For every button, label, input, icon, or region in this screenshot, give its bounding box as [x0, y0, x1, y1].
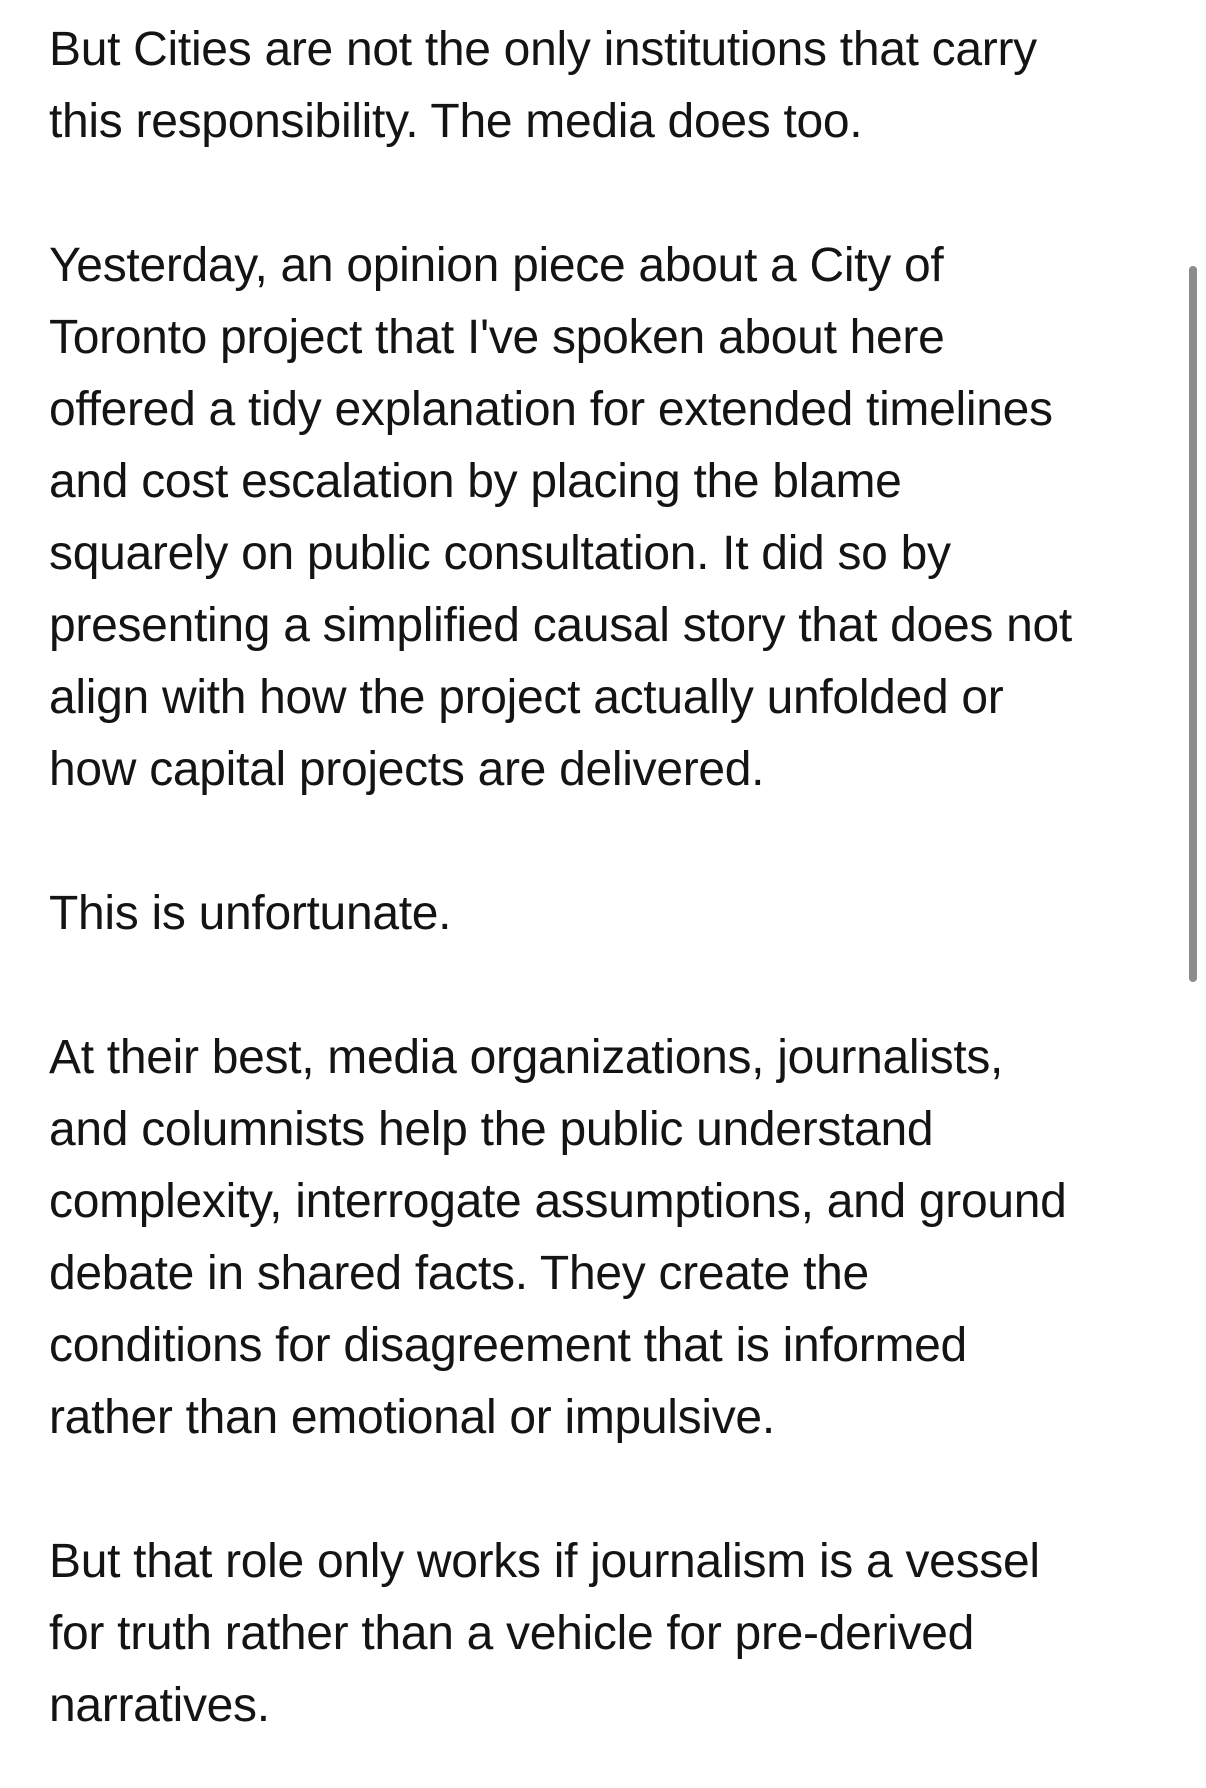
scrollbar-thumb[interactable]	[1189, 266, 1197, 982]
paragraph-journalism-role: But that role only works if journalism is a vessel for truth rather than a vehicle for pre-derived narratives.	[49, 1535, 1040, 1732]
paragraph-opinion-piece: Yesterday, an opinion piece about a City of Toronto project that I've spoken about here offered a tidy explanation for extended timelines and cost escalation by placing the blame squarely on public consultation. It did so by presenting a simplified causal story that does not align with how the project actually unfolded or how capital projects are delivered.	[49, 239, 1072, 796]
paragraph-media-at-best: At their best, media organizations, journalists, and columnists help the public understand complexity, interrogate assumptions, and ground debate in shared facts. They create the conditions for disagreement that is informed rather than emotional or impulsive.	[49, 1031, 1067, 1444]
paragraph-media-responsibility: But Cities are not the only institutions that carry this responsibility. The media does too.	[49, 23, 1037, 148]
paragraph-unfortunate: This is unfortunate.	[49, 887, 452, 940]
article-body	[49, 14, 1169, 1742]
